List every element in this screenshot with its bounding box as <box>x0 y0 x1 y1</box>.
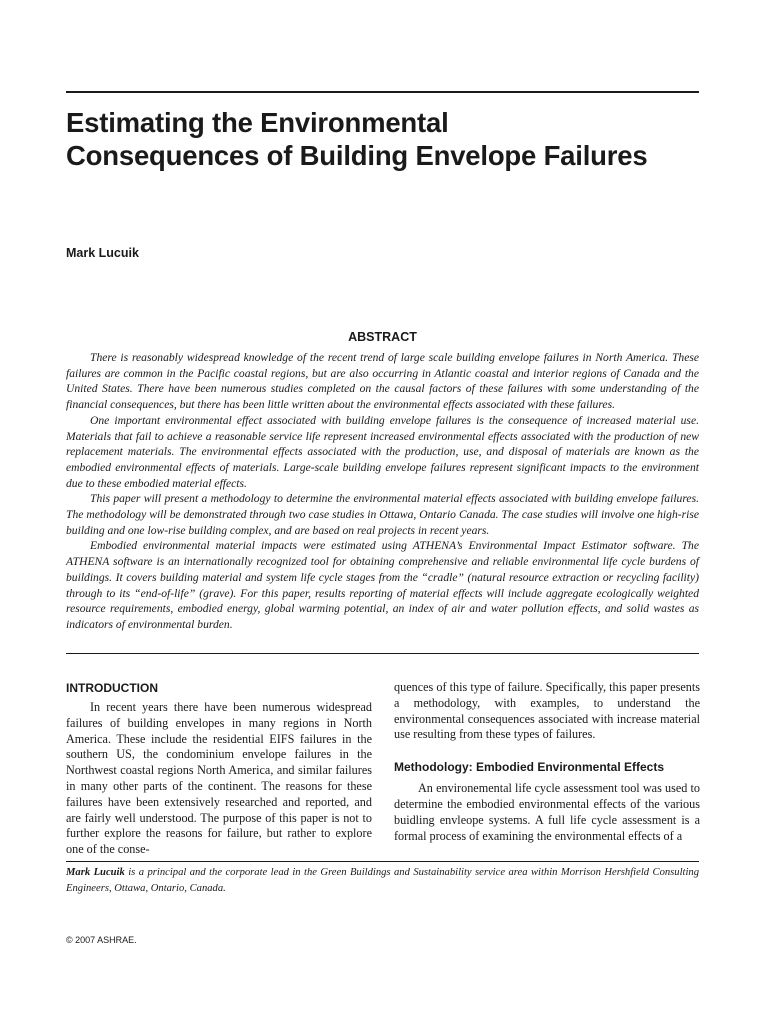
footnote-author: Mark Lucuik <box>66 867 125 878</box>
abstract-paragraph-3: This paper will present a methodology to determine the environmental material effects associated with building envelope failures. The methodology will be demonstrated through two case studies in Ottawa, Ontario Canada. The case studies will involve one high-rise building and one low-rise building complex, and are based on real projects in recent years. <box>66 492 699 537</box>
abstract-paragraph-4: Embodied environmental material impacts were estimated using ATHENA’s Environmental Impact Estimator software. The ATHENA software is an internationally recognized tool for obtaining comprehensive and reliable environmental life cycle burdens of buildings. It covers building material and system life cycle stages from the “cradle” (natural resource extraction or recycling facility) through to its “end-of-life” (grave). For this paper, results reporting of material effects will include aggregate ecologically weighted resource requirements, embodied energy, global warming potential, an index of air and water pollution effects, and solid wastes as indicators of environmental burden. <box>66 539 699 631</box>
abstract-paragraph-1: There is reasonably widespread knowledge of the recent trend of large scale building envelope failures in North America. These failures are common in the Pacific coastal regions, but are also occurring in Atlantic coastal and interior regions of Canada and the United States. There have been numerous studies completed on the causal factors of these failures with some understanding of the financial consequences, but there has been little written about the environmental effects associated with these failures. <box>66 351 699 412</box>
author-name: Mark Lucuik <box>66 246 139 260</box>
footnote-rule <box>66 861 699 862</box>
methodology-heading: Methodology: Embodied Environmental Effects <box>394 760 665 775</box>
introduction-continuation: quences of this type of failure. Specifically, this paper presents a methodology, with examples, to understand the environmental consequences associated with increase material use resulting from these types of failures. <box>394 680 700 742</box>
footnote-affiliation: is a principal and the corporate lead in the Green Buildings and Sustainability service area within Morrison Hershfield Consulting Engineers, Ottawa, Ontario, Canada. <box>66 867 700 894</box>
methodology-paragraph: An environemental life cycle assessment tool was used to determine the embodied environmental effects of the various buidling envleope systems. A full life cycle assessment is a formal process of examining the environmental effects of a <box>394 781 700 843</box>
introduction-heading: INTRODUCTION <box>66 681 158 695</box>
introduction-paragraph: In recent years there have been numerous widespread failures of building envelopes in many regions in North America. These include the residential EIFS failures in the southern US, the condominium envelope failures in the Northwest coastal regions North America, and similar failures in many other parts of the continent. The reasons for these failures have been extensively researched and reported, and are fairly well understood. The purpose of this paper is not to further explore the reasons for failure, but rather to explore one of the conse- <box>66 700 372 857</box>
section-divider <box>66 653 699 654</box>
paper-title <box>66 106 706 172</box>
author-footnote <box>66 865 699 896</box>
title-line-1: Estimating the Environmental <box>66 107 449 138</box>
title-line-2: Consequences of Building Envelope Failures <box>66 140 648 171</box>
right-column <box>394 680 700 844</box>
abstract-heading: ABSTRACT <box>348 330 417 344</box>
abstract-body <box>66 350 699 633</box>
left-column <box>66 680 372 858</box>
abstract-paragraph-2: One important environmental effect associated with building envelope failures is the consequence of increased material use. Materials that fail to achieve a reasonable service life represent increased environmental effects associated with the production of new replacement materials. The environmental effects associated with the production, use, and disposal of materials are known as the embodied environmental effects of materials. Large-scale building envelope failures represent significant impacts to the environment due to these embodied material effects. <box>66 413 699 490</box>
top-rule <box>66 91 699 93</box>
copyright-notice: © 2007 ASHRAE. <box>66 935 137 945</box>
